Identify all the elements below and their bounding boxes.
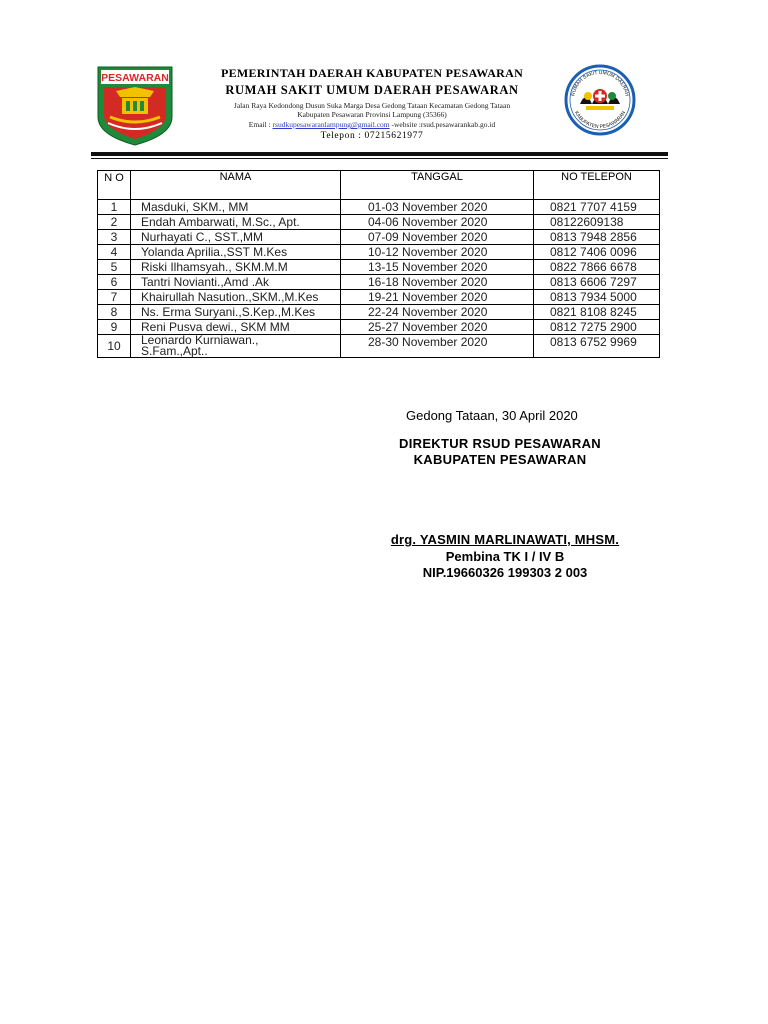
row-name: Masduki, SKM., MM xyxy=(131,200,341,215)
row-date: 01-03 November 2020 xyxy=(341,200,534,215)
row-phone: 0813 7948 2856 xyxy=(534,230,660,245)
row-phone: 0813 7934 5000 xyxy=(534,290,660,305)
website-text: -website :rsud.pesawarankab.go.id xyxy=(391,120,496,129)
row-phone: 0813 6752 9969 xyxy=(534,335,660,358)
table-row xyxy=(98,215,660,230)
table-row xyxy=(98,245,660,260)
government-name: PEMERINTAH DAERAH KABUPATEN PESAWARAN xyxy=(220,66,524,80)
pesawaran-regency-logo xyxy=(96,65,174,147)
row-name: Ns. Erma Suryani.,S.Kep.,M.Kes xyxy=(131,305,341,320)
row-name xyxy=(131,335,341,358)
row-date: 07-09 November 2020 xyxy=(341,230,534,245)
row-no: 6 xyxy=(98,275,131,290)
rsud-pesawaran-logo xyxy=(564,64,636,136)
row-no: 4 xyxy=(98,245,131,260)
row-name-line-2: S.Fam.,Apt.. xyxy=(141,344,208,358)
signatory-rank: Pembina TK I / IV B xyxy=(445,549,565,564)
row-no: 7 xyxy=(98,290,131,305)
right-logo-bottom-text: KABUPATEN PESAWARAN xyxy=(572,110,628,131)
row-name: Nurhayati C., SST.,MM xyxy=(131,230,341,245)
row-phone: 0821 8108 8245 xyxy=(534,305,660,320)
row-date: 13-15 November 2020 xyxy=(341,260,534,275)
row-phone: 0813 6606 7297 xyxy=(534,275,660,290)
row-no: 10 xyxy=(98,335,131,358)
letterhead-text xyxy=(192,66,552,141)
table-row xyxy=(98,305,660,320)
row-date: 04-06 November 2020 xyxy=(341,215,534,230)
row-name: Reni Pusva dewi., SKM MM xyxy=(131,320,341,335)
row-name: Khairullah Nasution.,SKM.,M.Kes xyxy=(131,290,341,305)
contact-line xyxy=(192,120,552,129)
signatory-name: drg. YASMIN MARLINAWATI, MHSM. xyxy=(390,532,620,547)
row-name: Endah Ambarwati, M.Sc., Apt. xyxy=(131,215,341,230)
row-no: 1 xyxy=(98,200,131,215)
row-date: 22-24 November 2020 xyxy=(341,305,534,320)
row-name: Yolanda Aprilia.,SST M.Kes xyxy=(131,245,341,260)
email-link[interactable]: rsudkupesawaranlampung@gmail.com xyxy=(272,120,390,129)
row-no: 9 xyxy=(98,320,131,335)
row-date: 10-12 November 2020 xyxy=(341,245,534,260)
table-row xyxy=(98,335,660,358)
row-phone: 0812 7275 2900 xyxy=(534,320,660,335)
row-phone: 08122609138 xyxy=(534,215,660,230)
table-row xyxy=(98,200,660,215)
row-phone: 0821 7707 4159 xyxy=(534,200,660,215)
signatory-title-line-2: KABUPATEN PESAWARAN xyxy=(413,452,587,467)
row-date: 19-21 November 2020 xyxy=(341,290,534,305)
row-no: 3 xyxy=(98,230,131,245)
row-phone: 0812 7406 0096 xyxy=(534,245,660,260)
row-date: 28-30 November 2020 xyxy=(341,335,534,358)
address-line-1: Jalan Raya Kedondong Dusun Suka Marga Desa Gedong Tataan Kecamatan Gedong Tataan xyxy=(233,101,511,110)
row-name: Tantri Novianti.,Amd .Ak xyxy=(131,275,341,290)
email-label: Email : xyxy=(248,120,271,129)
header-no: N O xyxy=(98,171,131,200)
hospital-name: RUMAH SAKIT UMUM DAERAH PESAWARAN xyxy=(225,83,519,97)
header-name: NAMA xyxy=(131,171,341,200)
signatory-title xyxy=(360,436,640,468)
row-no: 8 xyxy=(98,305,131,320)
row-name-line-1: Leonardo Kurniawan., xyxy=(141,333,259,347)
row-date: 16-18 November 2020 xyxy=(341,275,534,290)
schedule-table xyxy=(97,170,660,358)
signatory-nip: NIP.19660326 199303 2 003 xyxy=(422,565,588,580)
table-row xyxy=(98,230,660,245)
row-no: 5 xyxy=(98,260,131,275)
table-row xyxy=(98,275,660,290)
hospital-phone: Telepon : 07215621977 xyxy=(320,131,424,141)
header-date: TANGGAL xyxy=(341,171,534,200)
row-phone: 0822 7866 6678 xyxy=(534,260,660,275)
row-name: Riski Ilhamsyah., SKM.M.M xyxy=(131,260,341,275)
place-date: Gedong Tataan, 30 April 2020 xyxy=(406,408,578,423)
row-no: 2 xyxy=(98,215,131,230)
letterhead xyxy=(92,60,662,156)
table-row xyxy=(98,290,660,305)
table-row xyxy=(98,260,660,275)
table-header-row xyxy=(98,171,660,200)
signatory-title-line-1: DIREKTUR RSUD PESAWARAN xyxy=(399,436,601,451)
letterhead-divider-thick xyxy=(91,152,668,156)
header-phone: NO TELEPON xyxy=(534,171,660,200)
address-line-2: Kabupaten Pesawaran Provinsi Lampung (35366) xyxy=(297,110,447,119)
left-logo-text: PESAWARAN xyxy=(101,72,169,84)
row-date: 25-27 November 2020 xyxy=(341,320,534,335)
right-logo-top-text: RUMAH SAKIT UMUM DAERAH xyxy=(570,69,630,97)
letterhead-divider-thin xyxy=(91,158,668,159)
